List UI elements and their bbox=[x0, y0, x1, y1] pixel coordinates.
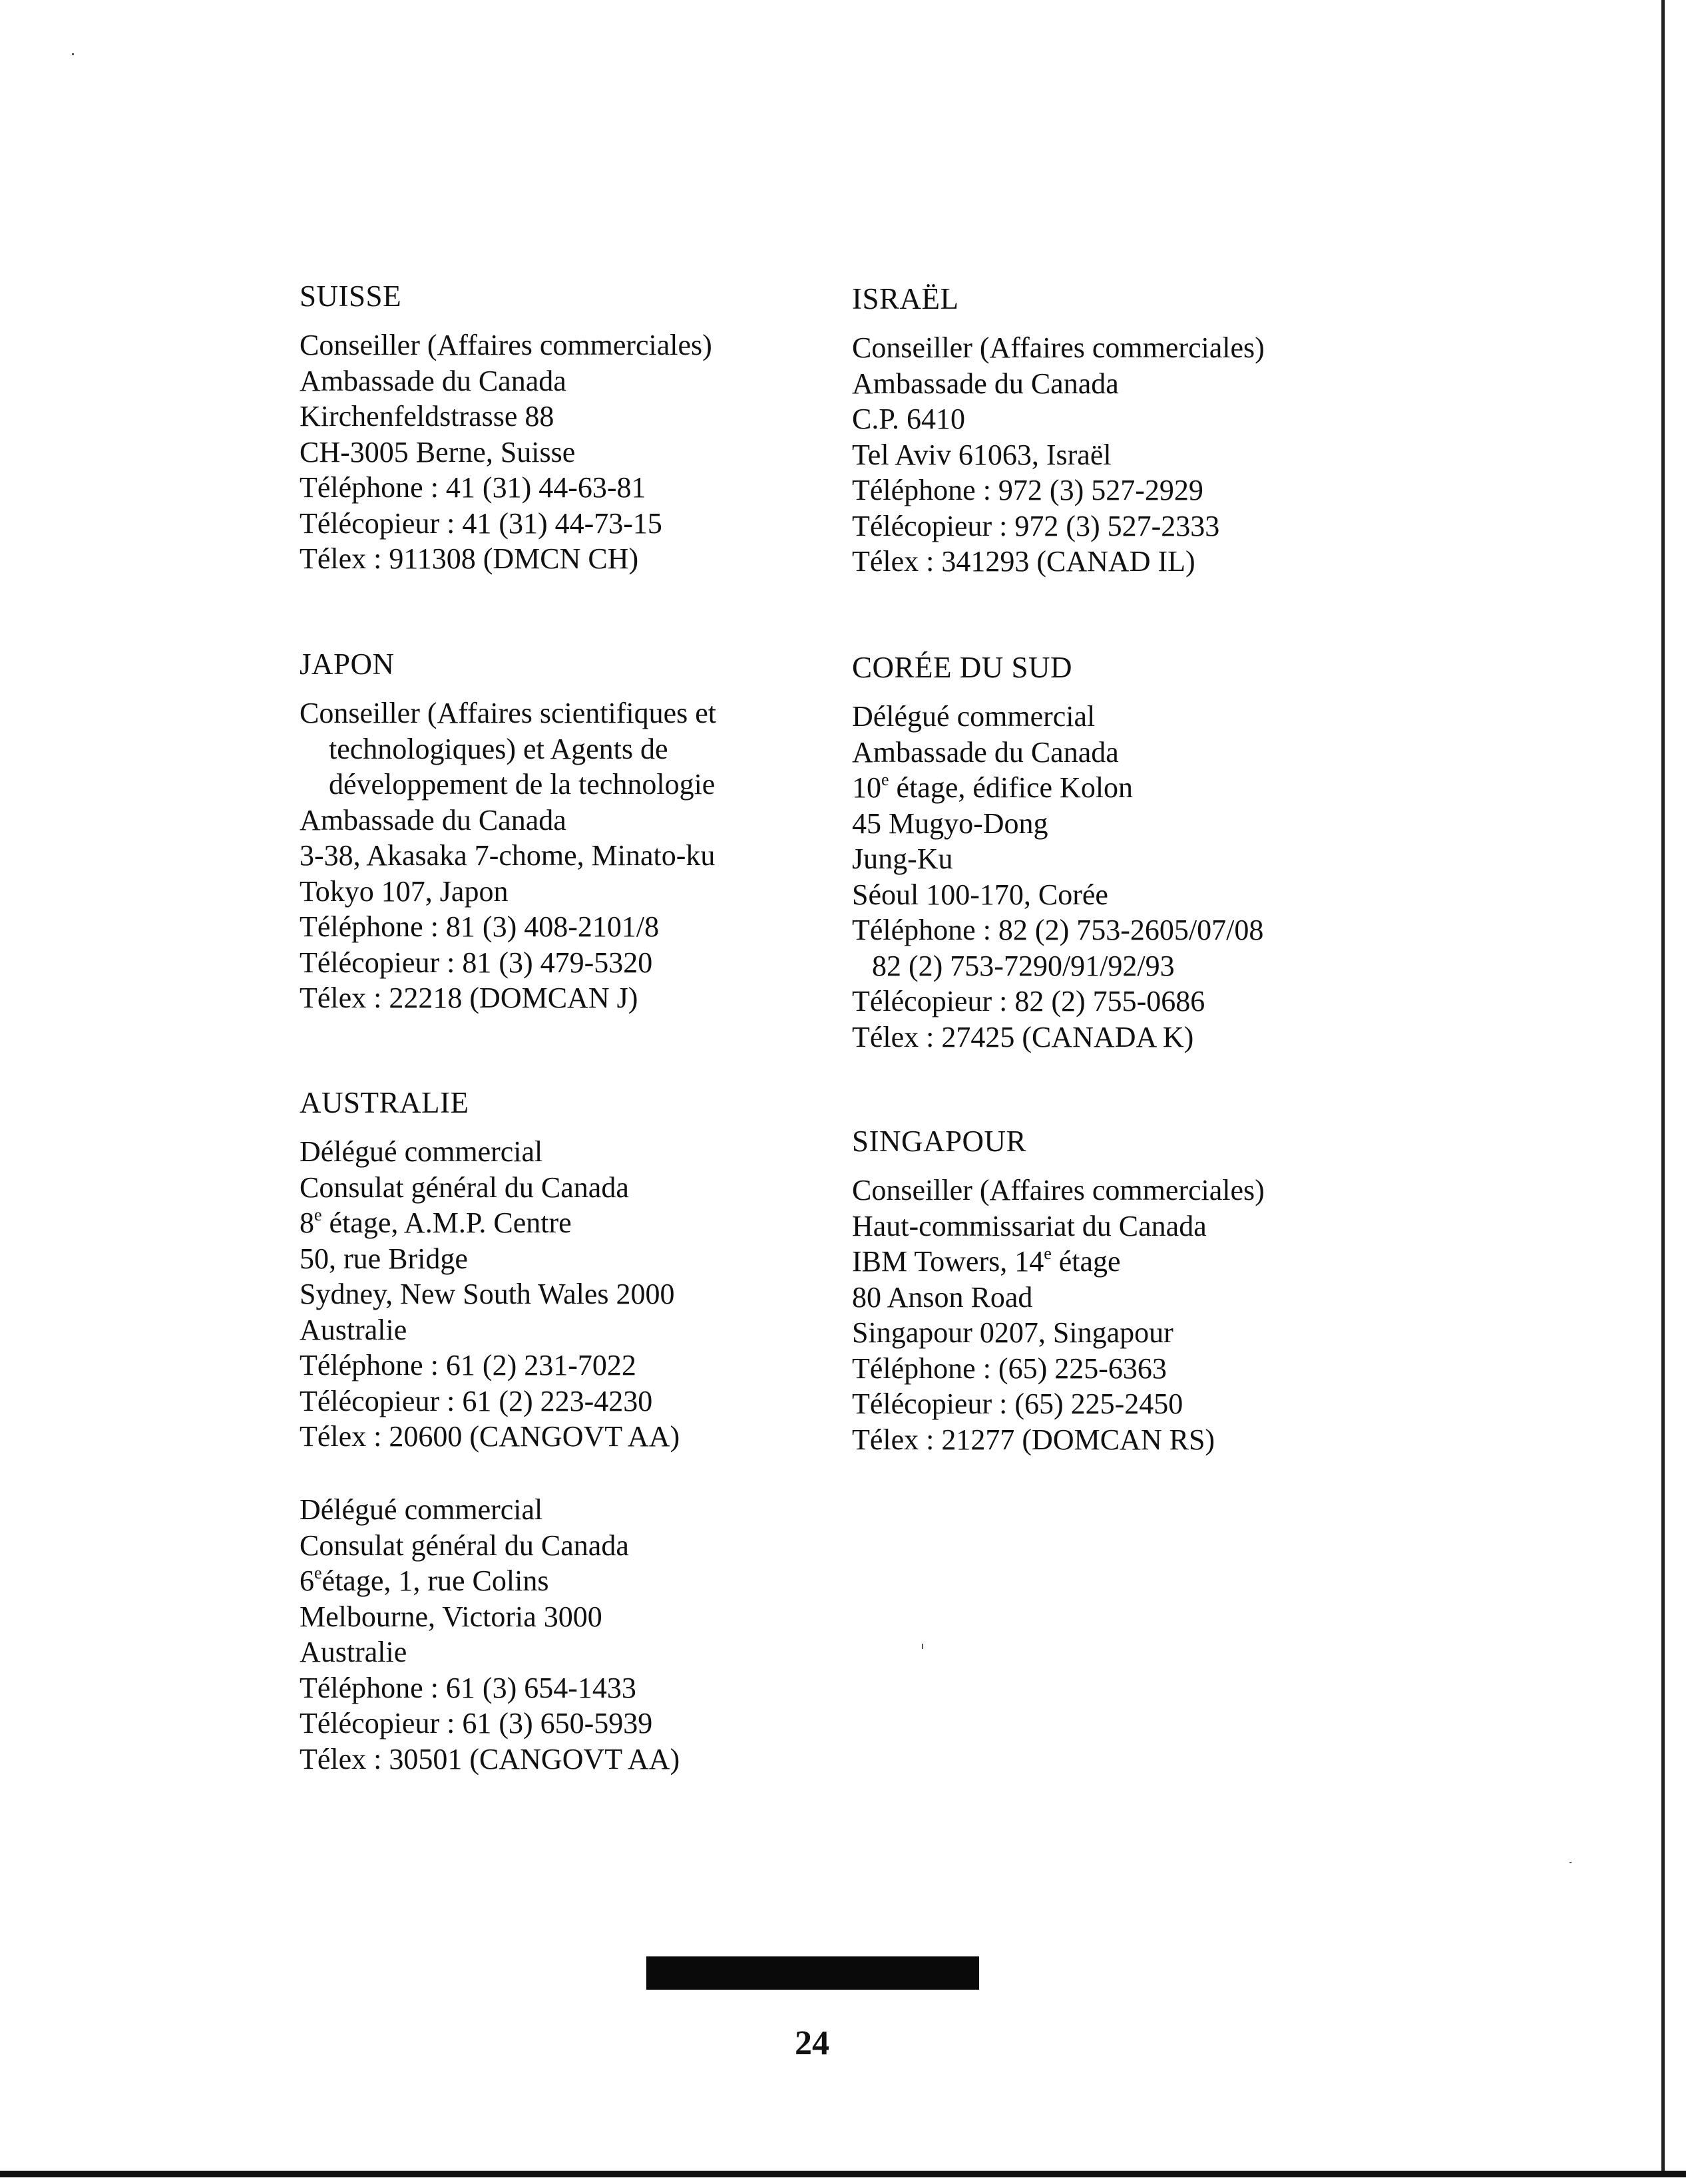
line: Télécopieur : 41 (31) 44-73-15 bbox=[300, 506, 662, 540]
floor-number: 8 bbox=[300, 1206, 314, 1239]
line: Téléphone : 82 (2) 753-2605/07/08 bbox=[852, 914, 1264, 946]
line: Télex : 20600 (CANGOVT AA) bbox=[300, 1420, 680, 1453]
line: Télex : 341293 (CANAD IL) bbox=[852, 545, 1195, 578]
line: Conseiller (Affaires commerciales) bbox=[852, 1174, 1265, 1206]
line: Conseiller (Affaires scientifiques et bbox=[300, 697, 716, 729]
line: Tel Aviv 61063, Israël bbox=[852, 438, 1112, 471]
line: Australie bbox=[300, 1636, 407, 1668]
line: Téléphone : (65) 225-6363 bbox=[852, 1352, 1167, 1385]
line: Ambassade du Canada bbox=[300, 803, 566, 836]
line: 80 Anson Road bbox=[852, 1280, 1033, 1314]
floor-text: étage bbox=[1058, 1245, 1121, 1278]
line: Téléphone : 41 (31) 44-63-81 bbox=[300, 471, 646, 504]
line: technologiques) et Agents de bbox=[329, 732, 668, 765]
line: Télécopieur : 972 (3) 527-2333 bbox=[852, 509, 1220, 542]
line: Australie bbox=[300, 1313, 407, 1346]
line: Télécopieur : 61 (2) 223-4230 bbox=[300, 1384, 653, 1417]
line: Délégué commercial bbox=[300, 1493, 543, 1526]
building-text: IBM Towers, 14 bbox=[852, 1245, 1044, 1278]
line: Ambassade du Canada bbox=[300, 364, 566, 397]
line: Téléphone : 81 (3) 408-2101/8 bbox=[300, 910, 660, 943]
line: Conseiller (Affaires commerciales) bbox=[300, 329, 712, 361]
line: Télécopieur : 82 (2) 755-0686 bbox=[852, 985, 1205, 1017]
line: Télex : 21277 (DOMCAN RS) bbox=[852, 1423, 1215, 1456]
heading-israel: ISRAËL bbox=[852, 282, 959, 315]
line bbox=[852, 770, 1398, 806]
page-number: 24 bbox=[795, 2024, 829, 2062]
line: Télécopieur : 81 (3) 479-5320 bbox=[300, 946, 653, 979]
scan-speck bbox=[72, 53, 74, 55]
line: 3-38, Akasaka 7-chome, Minato-ku bbox=[300, 839, 716, 872]
line: développement de la technologie bbox=[329, 768, 716, 801]
line: Télex : 911308 (DMCN CH) bbox=[300, 542, 639, 575]
floor-text: étage, A.M.P. Centre bbox=[329, 1206, 572, 1239]
page-edge-bottom bbox=[0, 2171, 1686, 2177]
floor-text: étage, 1, rue Colins bbox=[321, 1564, 549, 1597]
line: Téléphone : 61 (3) 654-1433 bbox=[300, 1671, 636, 1704]
line: Jung-Ku bbox=[852, 842, 953, 875]
entry-australie-sydney bbox=[300, 1085, 845, 1455]
line: Tokyo 107, Japon bbox=[300, 874, 509, 908]
line: Sydney, New South Wales 2000 bbox=[300, 1278, 675, 1310]
line: Consulat général du Canada bbox=[300, 1171, 629, 1204]
line: Délégué commercial bbox=[300, 1135, 543, 1168]
superscript: e bbox=[314, 1205, 322, 1224]
superscript: e bbox=[881, 770, 889, 789]
floor-number: 10 bbox=[852, 771, 881, 804]
entry-israel bbox=[852, 281, 1398, 580]
heading-suisse: SUISSE bbox=[300, 279, 402, 313]
line: Conseiller (Affaires commerciales) bbox=[852, 331, 1265, 364]
line: Téléphone : 972 (3) 527-2929 bbox=[852, 474, 1203, 506]
line: Ambassade du Canada bbox=[852, 367, 1119, 400]
page-edge-right bbox=[1661, 0, 1665, 2176]
line: Séoul 100-170, Corée bbox=[852, 878, 1108, 911]
superscript: e bbox=[1044, 1244, 1052, 1263]
line: 45 Mugyo-Dong bbox=[852, 807, 1048, 840]
line: Singapour 0207, Singapour bbox=[852, 1316, 1173, 1349]
floor-number: 6 bbox=[300, 1564, 314, 1597]
heading-coree-du-sud: CORÉE DU SUD bbox=[852, 651, 1073, 684]
scan-speck bbox=[1570, 1862, 1572, 1863]
floor-text: étage, édifice Kolon bbox=[896, 771, 1134, 804]
heading-japon: JAPON bbox=[300, 647, 395, 681]
line: Consulat général du Canada bbox=[300, 1529, 629, 1562]
line bbox=[300, 1205, 845, 1241]
heading-singapour: SINGAPOUR bbox=[852, 1125, 1027, 1158]
line: Téléphone : 61 (2) 231-7022 bbox=[300, 1349, 636, 1381]
line: 82 (2) 753-7290/91/92/93 bbox=[872, 949, 1175, 982]
line: Télex : 27425 (CANADA K) bbox=[852, 1020, 1194, 1053]
entry-japon bbox=[300, 646, 845, 1016]
line bbox=[852, 1244, 1398, 1280]
black-bar bbox=[646, 1956, 979, 1990]
line: Télex : 22218 (DOMCAN J) bbox=[300, 982, 638, 1014]
line: Délégué commercial bbox=[852, 700, 1096, 733]
line: Kirchenfeldstrasse 88 bbox=[300, 400, 554, 433]
entry-singapour bbox=[852, 1123, 1398, 1457]
line: Haut-commissariat du Canada bbox=[852, 1209, 1207, 1242]
line: Télex : 30501 (CANGOVT AA) bbox=[300, 1742, 680, 1775]
line: Télécopieur : 61 (3) 650-5939 bbox=[300, 1707, 653, 1739]
superscript: e bbox=[314, 1563, 322, 1582]
entry-australie-melbourne bbox=[300, 1492, 845, 1777]
heading-australie: AUSTRALIE bbox=[300, 1086, 469, 1119]
line bbox=[300, 1563, 845, 1599]
entry-suisse bbox=[300, 278, 845, 577]
line: Télécopieur : (65) 225-2450 bbox=[852, 1387, 1183, 1420]
line: 50, rue Bridge bbox=[300, 1242, 468, 1275]
line: CH-3005 Berne, Suisse bbox=[300, 435, 576, 468]
line: C.P. 6410 bbox=[852, 403, 965, 435]
scan-speck bbox=[922, 1644, 923, 1649]
entry-coree-du-sud bbox=[852, 649, 1398, 1055]
line: Ambassade du Canada bbox=[852, 735, 1119, 769]
line: Melbourne, Victoria 3000 bbox=[300, 1600, 602, 1633]
